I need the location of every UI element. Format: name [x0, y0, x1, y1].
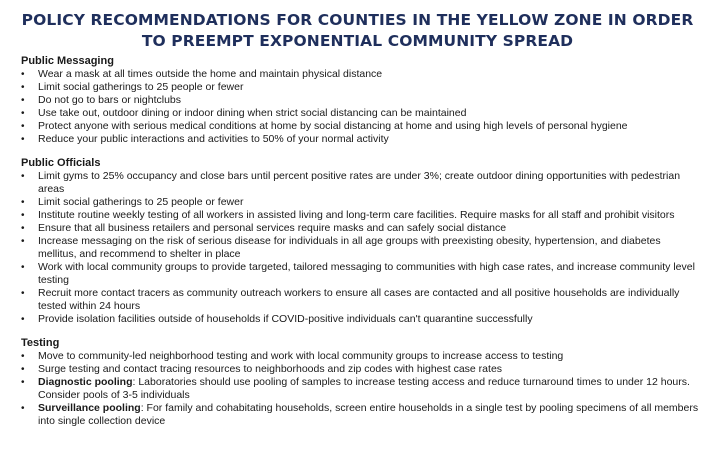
section-public-officials	[21, 157, 701, 326]
page-title-line-1: POLICY RECOMMENDATIONS FOR COUNTIES IN THE YELLOW ZONE IN ORDER	[21, 11, 694, 29]
list-item-text: Reduce your public interactions and activities to 50% of your normal activity	[38, 133, 389, 145]
document-body	[21, 55, 701, 439]
bullet-icon: •	[21, 108, 25, 119]
bullet-icon: •	[21, 262, 25, 273]
section-public-messaging	[21, 55, 701, 146]
section-heading: Public Officials	[21, 157, 101, 169]
list-item-text: Protect anyone with serious medical conditions at home by social distancing at home and using high levels of personal hygiene	[38, 120, 628, 132]
bullet-icon: •	[21, 210, 25, 221]
bullet-icon: •	[21, 82, 25, 93]
list-item	[21, 120, 701, 133]
list-item	[21, 68, 701, 81]
list-item-text: : Laboratories should use pooling of samples to increase testing access and reduce turnaround times to under 12 hours. Consider pools of 3-5 individuals	[38, 376, 690, 401]
section-testing	[21, 337, 701, 428]
list-item-lead: Surveillance pooling	[38, 402, 141, 414]
list-item	[21, 287, 701, 313]
bullet-icon: •	[21, 288, 25, 299]
list-item-text: Ensure that all business retailers and personal services require masks and can safely social distance	[38, 222, 507, 234]
list-item-text: Limit social gatherings to 25 people or fewer	[38, 81, 244, 93]
bullet-icon: •	[21, 236, 25, 247]
list-item-text: Move to community-led neighborhood testing and work with local community groups to increase access to testing	[38, 350, 564, 362]
bullet-list	[21, 68, 701, 146]
list-item-text: : For family and cohabitating households, screen entire households in a single test by pooling specimens of all members into single collection device	[38, 402, 699, 427]
list-item-text: Institute routine weekly testing of all workers in assisted living and long-term care facilities. Require masks for all staff and prohibit visitors	[38, 209, 675, 221]
list-item	[21, 94, 701, 107]
list-item-text: Limit social gatherings to 25 people or fewer	[38, 196, 244, 208]
list-item-text: Do not go to bars or nightclubs	[38, 94, 182, 106]
list-item-text: Recruit more contact tracers as community outreach workers to ensure all cases are contacted and all positive households are individually tested within 24 hours	[38, 287, 680, 312]
bullet-icon: •	[21, 377, 25, 388]
bullet-icon: •	[21, 69, 25, 80]
list-item-text: Provide isolation facilities outside of households if COVID-positive individuals can't quarantine successfully	[38, 313, 533, 325]
list-item-diagnostic-pooling	[21, 376, 701, 402]
list-item-text: Limit gyms to 25% occupancy and close bars until percent positive rates are under 3%; create outdoor dining opportunities with pedestrian areas	[38, 170, 681, 195]
list-item-text: Surge testing and contact tracing resources to neighborhoods and zip codes with highest case rates	[38, 363, 503, 375]
section-heading: Testing	[21, 337, 60, 349]
list-item	[21, 350, 701, 363]
bullet-icon: •	[21, 121, 25, 132]
list-item	[21, 107, 701, 120]
page-title-line-2: TO PREEMPT EXPONENTIAL COMMUNITY SPREAD	[141, 32, 574, 50]
bullet-list	[21, 170, 701, 326]
bullet-list	[21, 350, 701, 428]
list-item	[21, 313, 701, 326]
list-item-text: Work with local community groups to provide targeted, tailored messaging to communities with high case rates, and increase community level testing	[38, 261, 695, 286]
bullet-icon: •	[21, 314, 25, 325]
page-title	[0, 10, 715, 52]
section-heading: Public Messaging	[21, 55, 114, 67]
bullet-icon: •	[21, 171, 25, 182]
bullet-icon: •	[21, 403, 25, 414]
list-item-text: Use take out, outdoor dining or indoor dining when strict social distancing can be maintained	[38, 107, 467, 119]
list-item	[21, 170, 701, 196]
list-item-lead: Diagnostic pooling	[38, 376, 133, 388]
list-item-text: Wear a mask at all times outside the home and maintain physical distance	[38, 68, 383, 80]
bullet-icon: •	[21, 95, 25, 106]
list-item-text: Increase messaging on the risk of serious disease for individuals in all age groups with preexisting obesity, hypertension, and diabetes mellitus, and recommend to shelter in place	[38, 235, 661, 260]
bullet-icon: •	[21, 223, 25, 234]
bullet-icon: •	[21, 134, 25, 145]
bullet-icon: •	[21, 351, 25, 362]
list-item	[21, 81, 701, 94]
list-item	[21, 363, 701, 376]
list-item-surveillance-pooling	[21, 402, 701, 428]
list-item	[21, 209, 701, 222]
list-item	[21, 261, 701, 287]
bullet-icon: •	[21, 364, 25, 375]
list-item	[21, 222, 701, 235]
bullet-icon: •	[21, 197, 25, 208]
list-item	[21, 196, 701, 209]
list-item	[21, 235, 701, 261]
list-item	[21, 133, 701, 146]
